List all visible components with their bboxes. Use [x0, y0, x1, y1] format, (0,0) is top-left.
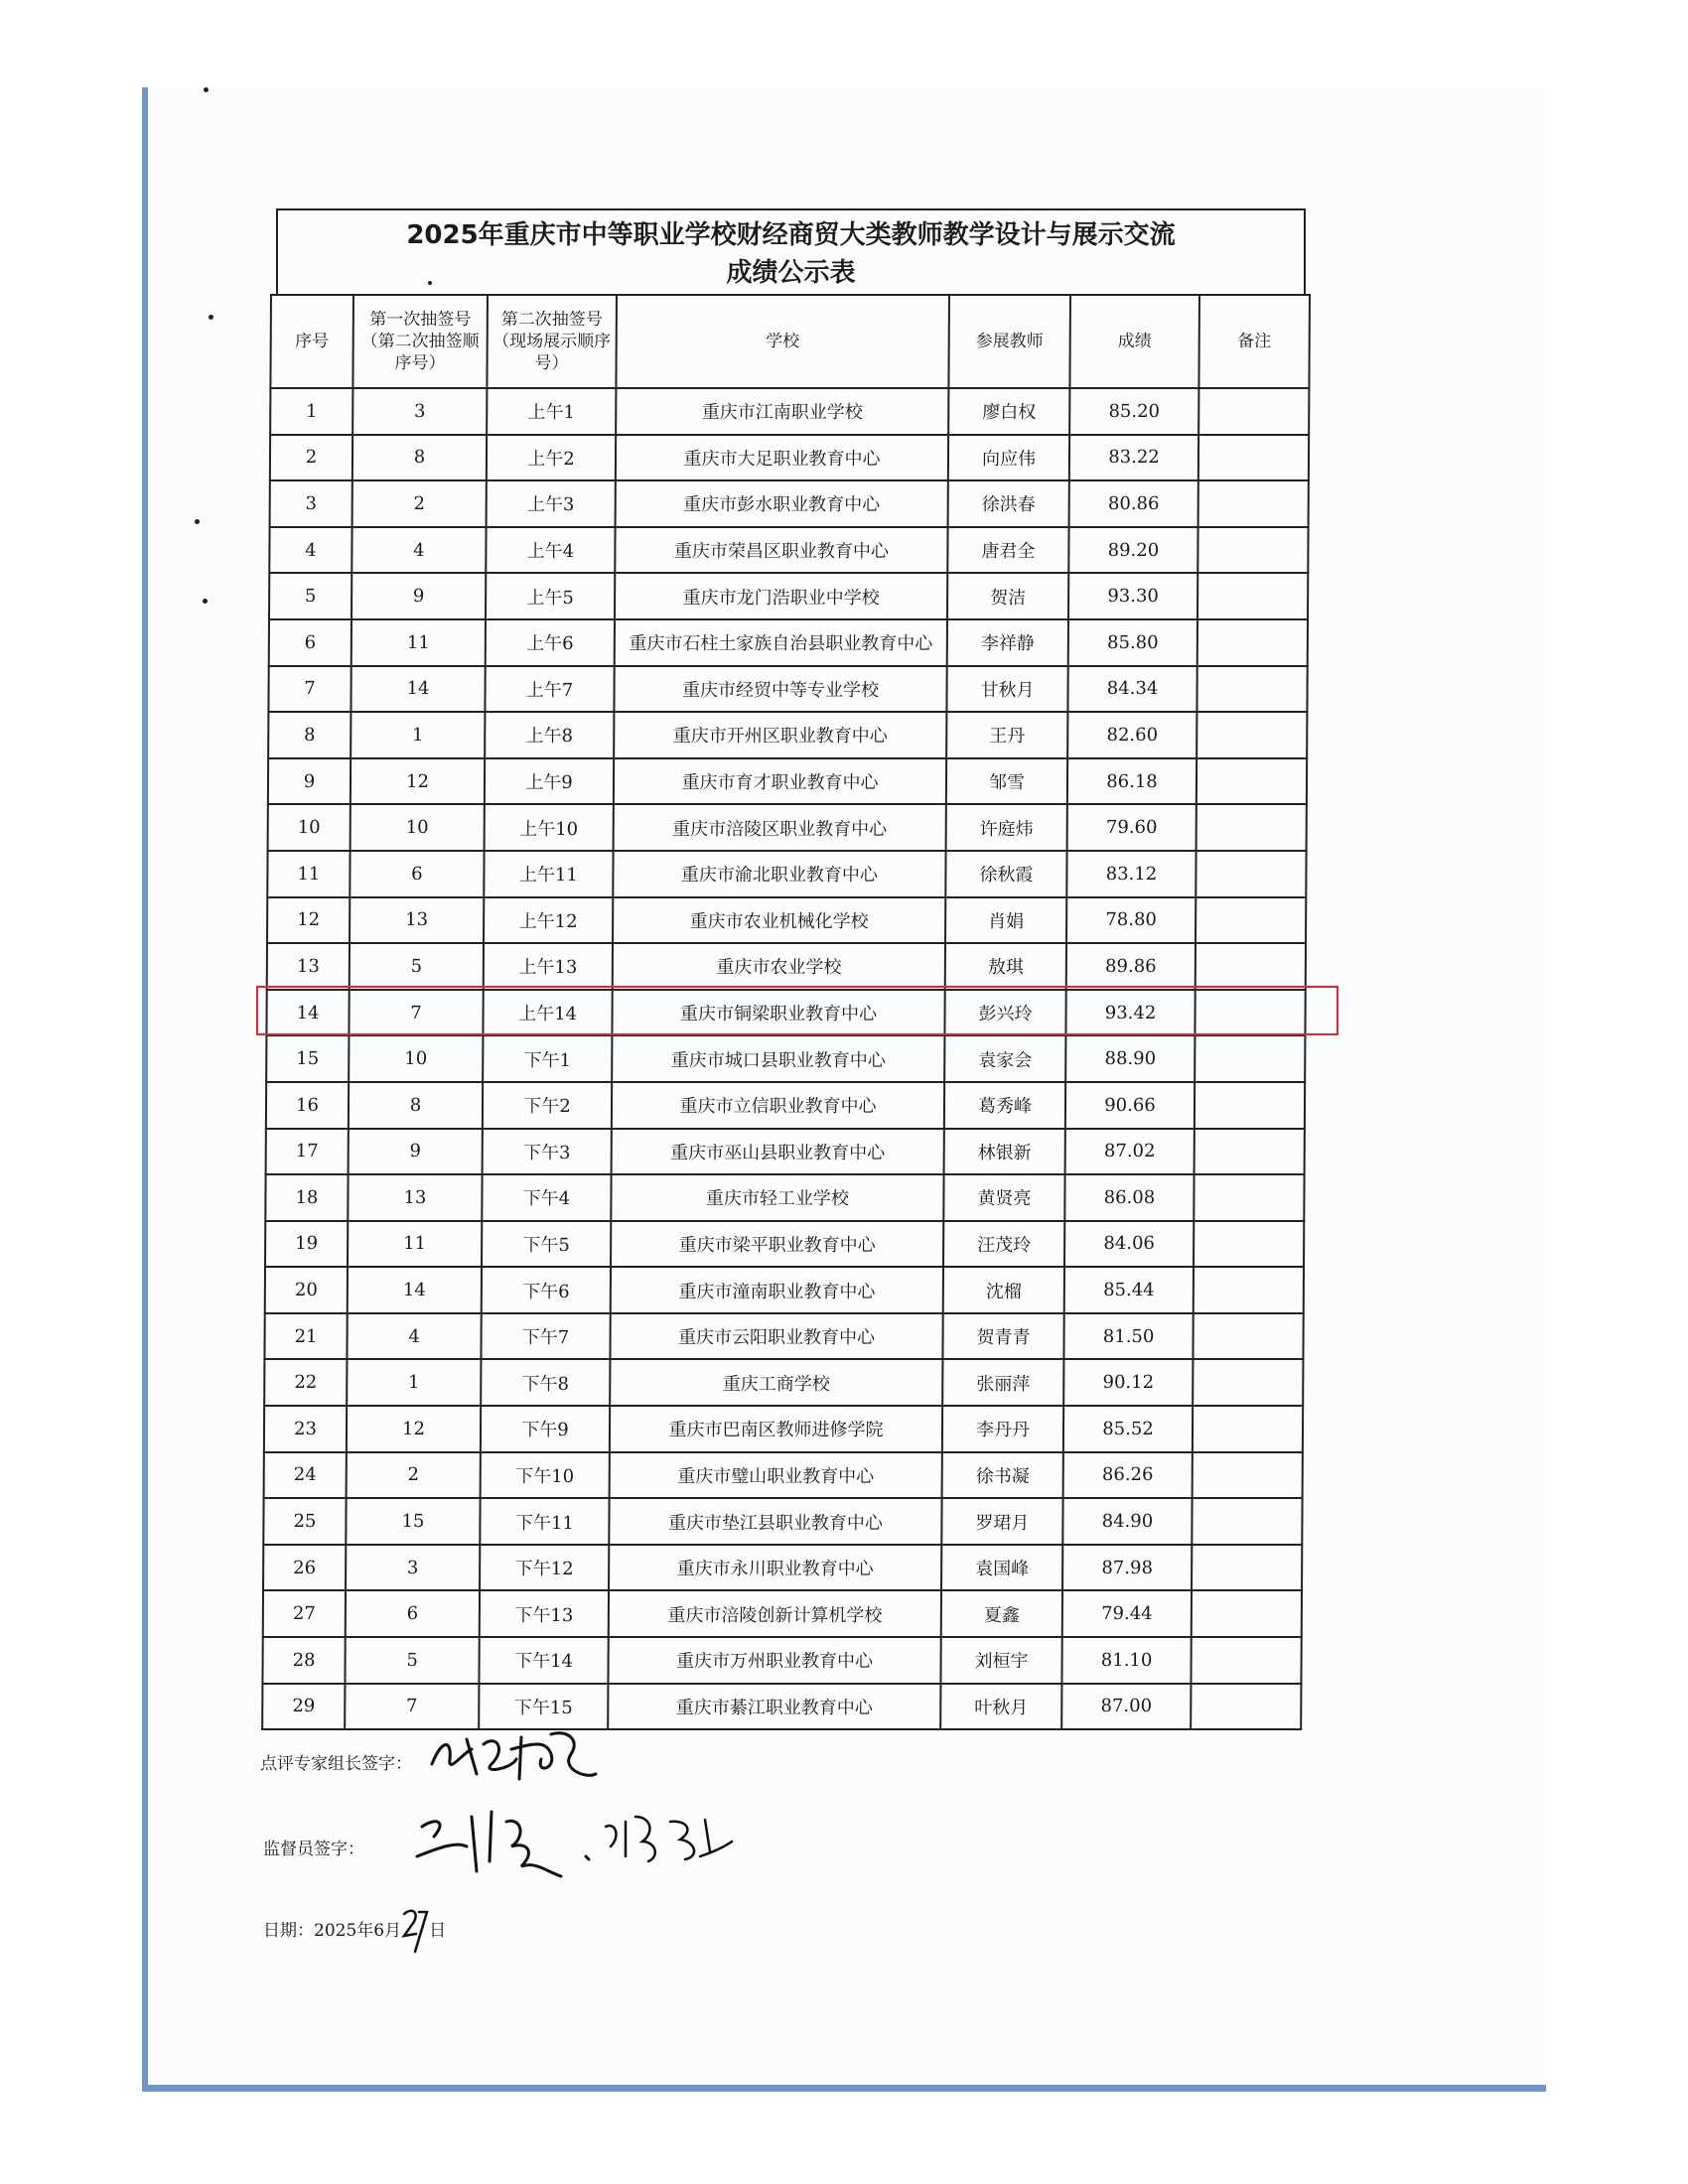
- cell-score: 87.00: [1061, 1684, 1191, 1730]
- cell-score: 86.08: [1064, 1174, 1194, 1221]
- cell-teacher: 徐洪春: [948, 480, 1069, 527]
- cell-teacher: 邹雪: [946, 758, 1067, 805]
- cell-seq: 25: [263, 1498, 346, 1545]
- cell-score: 83.12: [1066, 851, 1196, 897]
- cell-first-draw: 10: [349, 1035, 483, 1082]
- header-remark: 备注: [1198, 295, 1310, 388]
- cell-second-draw: 上午8: [485, 712, 614, 758]
- cell-second-draw: 上午7: [485, 666, 614, 713]
- cell-remark: [1197, 527, 1308, 574]
- cell-remark: [1197, 573, 1308, 619]
- cell-first-draw: 7: [345, 1684, 479, 1730]
- cell-first-draw: 10: [351, 804, 485, 851]
- cell-second-draw: 下午13: [480, 1590, 609, 1637]
- highlighted-row-box: [256, 986, 1338, 1035]
- cell-teacher: 彭兴玲: [944, 990, 1065, 1036]
- cell-second-draw: 上午2: [487, 435, 616, 481]
- cell-score: 86.18: [1067, 758, 1196, 805]
- table-row: [268, 712, 1307, 758]
- cell-remark: [1196, 804, 1307, 851]
- cell-remark: [1196, 897, 1306, 944]
- cell-seq: 10: [268, 804, 351, 851]
- cell-seq: 1: [270, 388, 352, 435]
- cell-remark: [1192, 1545, 1302, 1591]
- cell-score: 90.12: [1063, 1359, 1193, 1406]
- cell-school: 重庆市石柱土家族自治县职业教育中心: [615, 619, 947, 666]
- cell-second-draw: 上午10: [485, 804, 614, 851]
- cell-teacher: 黄贤亮: [943, 1174, 1064, 1221]
- cell-school: 重庆市立信职业教育中心: [612, 1082, 944, 1129]
- cell-seq: 16: [266, 1082, 349, 1129]
- cell-score: 84.06: [1064, 1221, 1194, 1268]
- cell-first-draw: 11: [348, 1221, 482, 1268]
- cell-score: 84.90: [1062, 1498, 1192, 1545]
- expert-signature: [422, 1719, 601, 1789]
- cell-teacher: 唐君全: [947, 527, 1068, 574]
- supervisor-signature-label: 监督员签字：: [263, 1840, 364, 1859]
- cell-remark: [1196, 758, 1307, 805]
- header-teacher: 参展教师: [948, 295, 1070, 388]
- cell-school: 重庆工商学校: [610, 1359, 942, 1406]
- table-row: [264, 1452, 1303, 1499]
- date-day-handwritten: [401, 1906, 429, 1956]
- cell-school: 重庆市荣昌区职业教育中心: [615, 527, 947, 574]
- cell-score: 89.86: [1066, 943, 1196, 990]
- table-row: [266, 1082, 1305, 1129]
- cell-second-draw: 下午2: [483, 1082, 612, 1129]
- cell-score: 88.90: [1065, 1035, 1195, 1082]
- table-row: [269, 573, 1308, 619]
- cell-first-draw: 2: [347, 1452, 481, 1499]
- cell-first-draw: 15: [346, 1498, 480, 1545]
- cell-score: 79.44: [1062, 1590, 1192, 1637]
- cell-first-draw: 14: [348, 1267, 482, 1313]
- table-row: [267, 897, 1306, 944]
- cell-second-draw: 上午4: [486, 527, 615, 574]
- cell-seq: 26: [263, 1545, 346, 1591]
- cell-remark: [1198, 388, 1309, 435]
- cell-teacher: 叶秋月: [940, 1684, 1061, 1730]
- cell-seq: 3: [270, 480, 352, 527]
- cell-second-draw: 上午13: [484, 943, 613, 990]
- cell-remark: [1195, 1035, 1305, 1082]
- cell-seq: 13: [267, 943, 350, 990]
- cell-seq: 7: [268, 666, 351, 713]
- cell-first-draw: 12: [347, 1406, 481, 1452]
- cell-school: 重庆市涪陵创新计算机学校: [609, 1590, 941, 1637]
- cell-teacher: 袁家会: [944, 1035, 1065, 1082]
- cell-seq: 27: [263, 1590, 346, 1637]
- date-line: [263, 1906, 446, 1956]
- cell-school: 重庆市大足职业教育中心: [616, 435, 948, 481]
- cell-school: 重庆市铜梁职业教育中心: [612, 990, 944, 1036]
- cell-score: 81.10: [1061, 1637, 1191, 1684]
- cell-teacher: 王丹: [946, 712, 1067, 758]
- scan-speck: [203, 599, 208, 604]
- cell-seq: 2: [270, 435, 352, 481]
- cell-seq: 14: [266, 990, 349, 1036]
- cell-remark: [1192, 1498, 1302, 1545]
- cell-teacher: 徐书凝: [942, 1452, 1063, 1499]
- cell-seq: 9: [268, 758, 351, 805]
- cell-remark: [1197, 619, 1308, 666]
- cell-teacher: 林银新: [944, 1129, 1065, 1175]
- cell-school: 重庆市潼南职业教育中心: [611, 1267, 943, 1313]
- table-row: [266, 1035, 1305, 1082]
- cell-seq: 8: [268, 712, 351, 758]
- cell-remark: [1195, 1129, 1305, 1175]
- cell-first-draw: 7: [349, 990, 483, 1036]
- cell-second-draw: 下午9: [481, 1406, 610, 1452]
- table-row: [265, 1267, 1304, 1313]
- cell-first-draw: 13: [350, 897, 484, 944]
- cell-score: 82.60: [1067, 712, 1196, 758]
- expert-signature-label: 点评专家组长签字：: [260, 1754, 412, 1774]
- table-row: [267, 943, 1306, 990]
- table-row: [262, 1684, 1301, 1730]
- cell-score: 89.20: [1068, 527, 1197, 574]
- table-row: [265, 1221, 1304, 1268]
- table-row: [270, 388, 1309, 435]
- cell-seq: 15: [266, 1035, 349, 1082]
- cell-seq: 19: [265, 1221, 348, 1268]
- cell-second-draw: 下午15: [479, 1684, 608, 1730]
- cell-second-draw: 下午3: [483, 1129, 612, 1175]
- cell-first-draw: 4: [347, 1313, 481, 1360]
- cell-first-draw: 5: [345, 1637, 479, 1684]
- header-first-draw: 第一次抽签号（第二次抽签顺序号）: [352, 295, 488, 388]
- cell-remark: [1194, 1267, 1304, 1313]
- scan-speck: [195, 519, 200, 524]
- cell-remark: [1198, 480, 1309, 527]
- table-row: [266, 1129, 1305, 1175]
- table-header-row: [270, 295, 1310, 388]
- cell-school: 重庆市轻工业学校: [611, 1174, 943, 1221]
- cell-first-draw: 11: [352, 619, 486, 666]
- table-row: [264, 1406, 1303, 1452]
- cell-first-draw: 3: [346, 1545, 480, 1591]
- cell-score: 83.22: [1069, 435, 1198, 481]
- cell-school: 重庆市彭水职业教育中心: [616, 480, 948, 527]
- cell-school: 重庆市农业机械化学校: [613, 897, 945, 944]
- cell-teacher: 张丽萍: [942, 1359, 1063, 1406]
- cell-second-draw: 上午14: [483, 990, 612, 1036]
- cell-remark: [1196, 943, 1306, 990]
- cell-school: 重庆市开州区职业教育中心: [614, 712, 946, 758]
- cell-first-draw: 13: [348, 1174, 482, 1221]
- header-seq: 序号: [270, 295, 353, 388]
- table-row: [263, 1590, 1302, 1637]
- cell-first-draw: 9: [352, 573, 486, 619]
- cell-seq: 4: [269, 527, 352, 574]
- cell-first-draw: 1: [347, 1359, 481, 1406]
- cell-second-draw: 下午7: [481, 1313, 610, 1360]
- cell-seq: 20: [265, 1267, 348, 1313]
- cell-teacher: 刘桓宇: [940, 1637, 1061, 1684]
- cell-second-draw: 下午1: [483, 1035, 612, 1082]
- cell-teacher: 廖白权: [948, 388, 1069, 435]
- cell-first-draw: 6: [346, 1590, 480, 1637]
- cell-score: 81.50: [1063, 1313, 1193, 1360]
- cell-second-draw: 下午10: [481, 1452, 610, 1499]
- cell-second-draw: 上午12: [484, 897, 613, 944]
- cell-school: 重庆市万州职业教育中心: [608, 1637, 940, 1684]
- cell-first-draw: 4: [352, 527, 486, 574]
- cell-score: 85.20: [1069, 388, 1198, 435]
- table-row: [264, 1313, 1303, 1360]
- cell-second-draw: 下午6: [482, 1267, 611, 1313]
- cell-second-draw: 上午1: [487, 388, 616, 435]
- cell-remark: [1195, 1082, 1305, 1129]
- cell-first-draw: 6: [350, 851, 484, 897]
- cell-teacher: 葛秀峰: [944, 1082, 1065, 1129]
- header-school: 学校: [616, 295, 949, 388]
- cell-second-draw: 下午8: [481, 1359, 610, 1406]
- cell-score: 86.26: [1063, 1452, 1193, 1499]
- cell-school: 重庆市农业学校: [613, 943, 945, 990]
- table-row: [268, 758, 1307, 805]
- cell-teacher: 肖娟: [945, 897, 1066, 944]
- table-row: [268, 666, 1307, 713]
- cell-first-draw: 2: [352, 480, 487, 527]
- table-row: [269, 619, 1308, 666]
- cell-first-draw: 5: [350, 943, 484, 990]
- cell-first-draw: 1: [351, 712, 485, 758]
- cell-second-draw: 上午9: [485, 758, 614, 805]
- cell-teacher: 沈榴: [943, 1267, 1064, 1313]
- cell-first-draw: 8: [352, 435, 487, 481]
- header-score: 成绩: [1069, 295, 1199, 388]
- cell-seq: 18: [265, 1174, 348, 1221]
- table-body: [262, 388, 1309, 1729]
- cell-score: 78.80: [1066, 897, 1196, 944]
- cell-teacher: 李丹丹: [942, 1406, 1063, 1452]
- table-row: [270, 480, 1309, 527]
- table-row: [265, 1174, 1304, 1221]
- date-suffix: 日: [429, 1921, 447, 1941]
- cell-score: 93.42: [1065, 990, 1195, 1036]
- cell-remark: [1193, 1406, 1303, 1452]
- cell-seq: 12: [267, 897, 350, 944]
- cell-score: 85.44: [1064, 1267, 1194, 1313]
- date-label: 日期：2025年6月: [263, 1921, 402, 1941]
- cell-school: 重庆市永川职业教育中心: [609, 1545, 941, 1591]
- cell-school: 重庆市梁平职业教育中心: [611, 1221, 943, 1268]
- cell-second-draw: 上午5: [486, 573, 615, 619]
- table-row: [268, 804, 1307, 851]
- cell-teacher: 敖琪: [945, 943, 1066, 990]
- cell-second-draw: 下午11: [480, 1498, 609, 1545]
- title-line-1: 2025年重庆市中等职业学校财经商贸大类教师教学设计与展示交流: [406, 220, 1176, 250]
- table-row: [262, 1637, 1301, 1684]
- cell-seq: 22: [264, 1359, 347, 1406]
- cell-seq: 21: [264, 1313, 347, 1360]
- cell-second-draw: 上午6: [486, 619, 615, 666]
- date-day-ink: [401, 1906, 429, 1956]
- cell-school: 重庆市育才职业教育中心: [614, 758, 946, 805]
- cell-remark: [1194, 1174, 1304, 1221]
- cell-second-draw: 下午4: [482, 1174, 611, 1221]
- cell-score: 87.98: [1062, 1545, 1192, 1591]
- cell-remark: [1196, 666, 1307, 713]
- cell-seq: 11: [267, 851, 350, 897]
- cell-score: 84.34: [1067, 666, 1196, 713]
- cell-score: 85.80: [1068, 619, 1197, 666]
- cell-teacher: 袁国峰: [941, 1545, 1062, 1591]
- cell-remark: [1194, 1221, 1304, 1268]
- cell-remark: [1191, 1684, 1301, 1730]
- cell-remark: [1192, 1590, 1302, 1637]
- table-row: [267, 851, 1306, 897]
- cell-school: 重庆市城口县职业教育中心: [612, 1035, 944, 1082]
- table-row: [264, 1359, 1303, 1406]
- table-row: [269, 527, 1308, 574]
- cell-remark: [1193, 1313, 1303, 1360]
- cell-school: 重庆市云阳职业教育中心: [610, 1313, 942, 1360]
- title-line-2: 成绩公示表: [726, 258, 856, 288]
- cell-seq: 24: [264, 1452, 347, 1499]
- cell-teacher: 徐秋霞: [945, 851, 1066, 897]
- supervisor-signature: [412, 1802, 740, 1891]
- cell-seq: 23: [264, 1406, 347, 1452]
- cell-first-draw: 9: [349, 1129, 483, 1175]
- cell-second-draw: 下午12: [480, 1545, 609, 1591]
- cell-seq: 28: [262, 1637, 345, 1684]
- cell-remark: [1191, 1637, 1301, 1684]
- table-row: [270, 435, 1309, 481]
- cell-second-draw: 上午3: [487, 480, 616, 527]
- cell-first-draw: 3: [352, 388, 487, 435]
- cell-seq: 5: [269, 573, 352, 619]
- table-row: [263, 1545, 1302, 1591]
- cell-second-draw: 下午14: [479, 1637, 608, 1684]
- cell-teacher: 贺青青: [942, 1313, 1063, 1360]
- document-title: [276, 208, 1306, 294]
- cell-seq: 17: [266, 1129, 349, 1175]
- cell-school: 重庆市涪陵区职业教育中心: [614, 804, 946, 851]
- cell-teacher: 贺洁: [947, 573, 1068, 619]
- cell-school: 重庆市龙门浩职业中学校: [615, 573, 947, 619]
- cell-second-draw: 下午5: [482, 1221, 611, 1268]
- cell-school: 重庆市綦江职业教育中心: [608, 1684, 940, 1730]
- cell-score: 79.60: [1067, 804, 1196, 851]
- cell-first-draw: 8: [349, 1082, 483, 1129]
- cell-first-draw: 14: [351, 666, 485, 713]
- cell-first-draw: 12: [351, 758, 485, 805]
- cell-remark: [1196, 851, 1306, 897]
- cell-school: 重庆市垫江县职业教育中心: [609, 1498, 941, 1545]
- cell-teacher: 甘秋月: [946, 666, 1067, 713]
- cell-school: 重庆市璧山职业教育中心: [610, 1452, 942, 1499]
- cell-teacher: 向应伟: [948, 435, 1069, 481]
- cell-school: 重庆市巴南区教师进修学院: [610, 1406, 942, 1452]
- cell-score: 85.52: [1063, 1406, 1193, 1452]
- cell-seq: 29: [262, 1684, 345, 1730]
- cell-remark: [1198, 435, 1309, 481]
- cell-school: 重庆市经贸中等专业学校: [614, 666, 946, 713]
- cell-score: 93.30: [1068, 573, 1197, 619]
- cell-seq: 6: [269, 619, 352, 666]
- cell-remark: [1196, 712, 1307, 758]
- cell-score: 90.66: [1065, 1082, 1195, 1129]
- cell-second-draw: 上午11: [484, 851, 613, 897]
- cell-teacher: 汪茂玲: [943, 1221, 1064, 1268]
- cell-teacher: 许庭炜: [946, 804, 1067, 851]
- cell-score: 80.86: [1069, 480, 1198, 527]
- header-second-draw: 第二次抽签号（现场展示顺序号）: [487, 295, 617, 388]
- cell-teacher: 夏鑫: [941, 1590, 1062, 1637]
- cell-school: 重庆市巫山县职业教育中心: [612, 1129, 944, 1175]
- cell-school: 重庆市江南职业学校: [616, 388, 948, 435]
- cell-teacher: 李祥静: [947, 619, 1068, 666]
- scan-speck: [209, 315, 213, 320]
- scan-speck: [204, 87, 209, 92]
- table-row: [263, 1498, 1302, 1545]
- cell-remark: [1193, 1452, 1303, 1499]
- cell-teacher: 罗珺月: [941, 1498, 1062, 1545]
- cell-school: 重庆市渝北职业教育中心: [613, 851, 945, 897]
- cell-score: 87.02: [1065, 1129, 1195, 1175]
- cell-remark: [1193, 1359, 1303, 1406]
